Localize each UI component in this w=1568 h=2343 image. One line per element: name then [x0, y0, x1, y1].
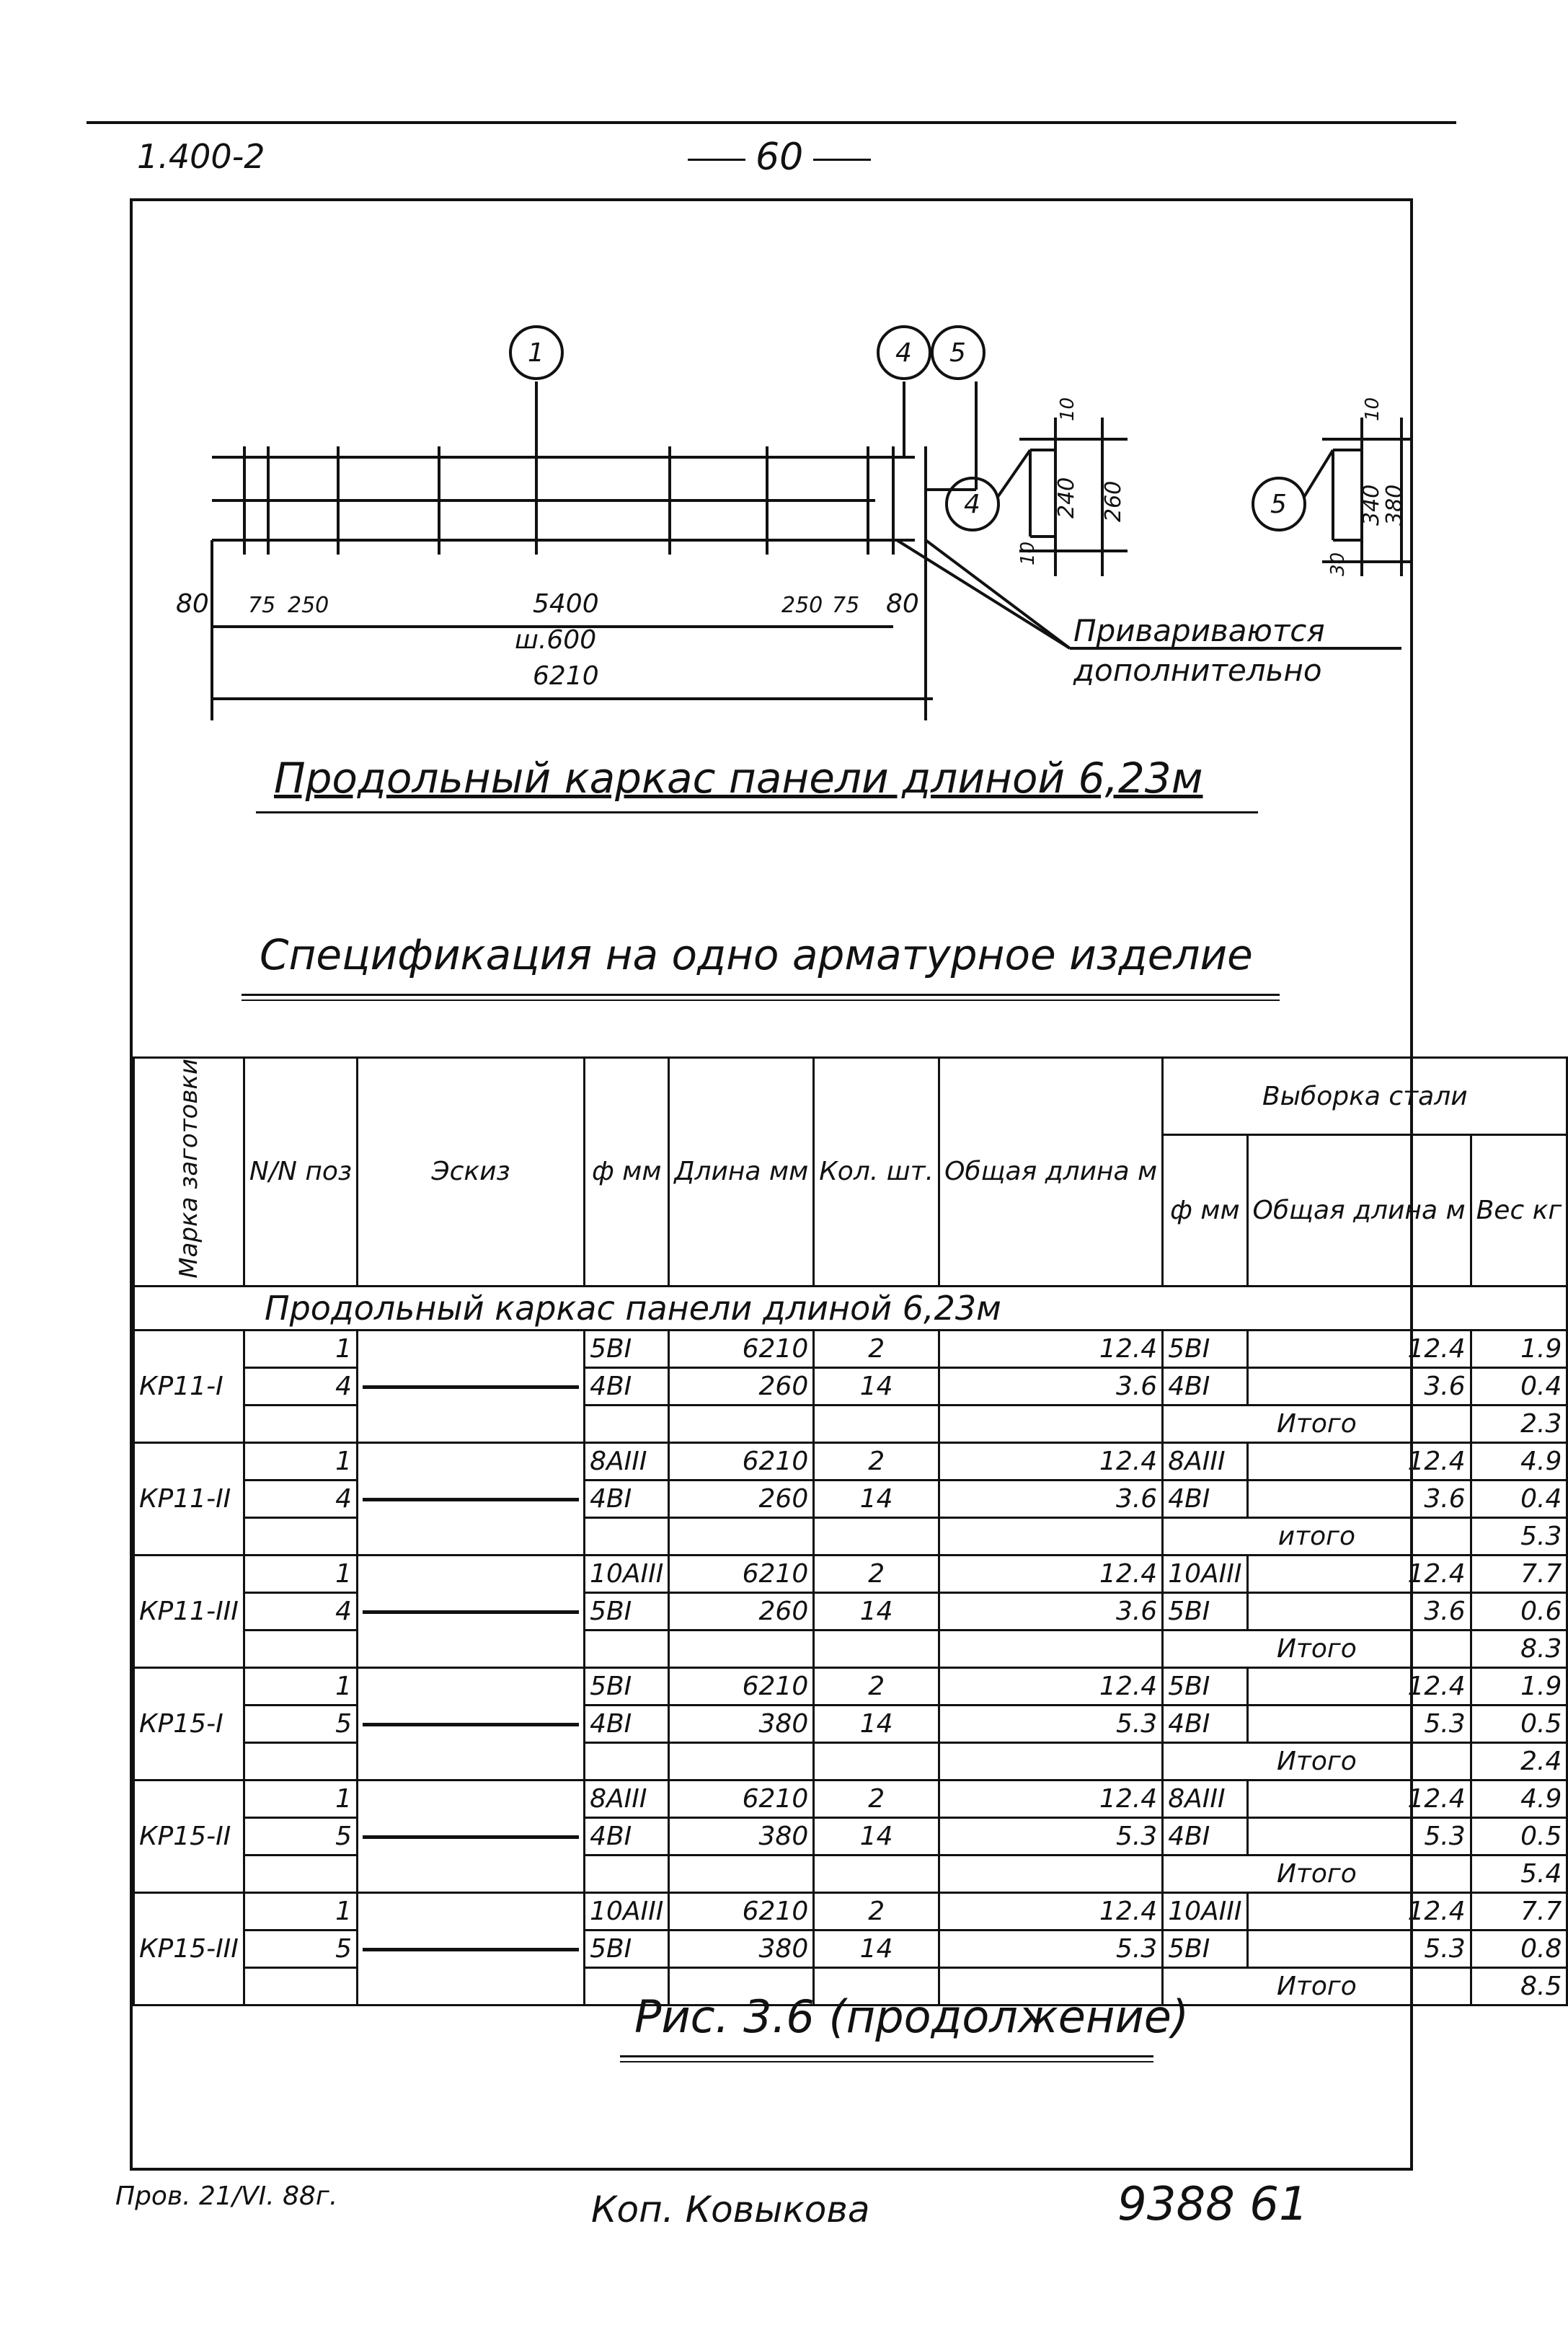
empty-cell — [939, 1517, 1163, 1555]
section4-dim-top: 10 — [1057, 397, 1078, 421]
section4-dim-240: 240 — [1054, 477, 1079, 519]
weight-cell: 0.4 — [1471, 1480, 1567, 1517]
length-cell: 380 — [669, 1817, 814, 1855]
figure-caption: Рис. 3.6 (продолжение) — [634, 1990, 1190, 2043]
qty-cell: 14 — [814, 1705, 939, 1742]
total-weight: 2.4 — [1471, 1742, 1567, 1780]
qty-cell: 2 — [814, 1892, 939, 1930]
sel-total-cell: 3.6 — [1247, 1480, 1471, 1517]
dim-250-right: 250 — [781, 593, 823, 618]
sel-total-cell: 3.6 — [1247, 1367, 1471, 1405]
table-row — [134, 1892, 1567, 1930]
section4-dim-bottom: 10 — [1017, 541, 1039, 565]
empty-cell — [669, 1855, 814, 1892]
dim-250-left: 250 — [288, 593, 329, 618]
dim-5400: 5400 — [533, 589, 599, 619]
total-label: Итого — [1163, 1742, 1471, 1780]
weight-cell: 1.9 — [1471, 1667, 1567, 1705]
col-mark: Марка заготовки — [134, 1058, 244, 1287]
check-note: Пров. 21/VI. 88г. — [115, 2181, 338, 2211]
sketch-cell — [358, 1555, 585, 1667]
spec-title-underline — [242, 994, 1280, 996]
total-row — [134, 1405, 1567, 1442]
total-row — [134, 1517, 1567, 1555]
pos-cell: 1 — [244, 1555, 357, 1592]
total-label: Итого — [1163, 1855, 1471, 1892]
sel-dia-cell: 10AIII — [1163, 1555, 1247, 1592]
table-row — [134, 1930, 1567, 1967]
col-dia: ф мм — [585, 1058, 669, 1287]
col-length: Длина мм — [669, 1058, 814, 1287]
sel-dia-cell: 4BI — [1163, 1480, 1247, 1517]
col-sel-dia: ф мм — [1163, 1135, 1247, 1287]
sel-total-cell: 12.4 — [1247, 1892, 1471, 1930]
sel-total-cell: 12.4 — [1247, 1667, 1471, 1705]
dia-cell: 5BI — [585, 1667, 669, 1705]
sel-total-cell: 5.3 — [1247, 1817, 1471, 1855]
length-cell: 6210 — [669, 1330, 814, 1367]
qty-cell: 2 — [814, 1330, 939, 1367]
length-cell: 6210 — [669, 1555, 814, 1592]
callout-4: 4 — [895, 338, 912, 368]
weight-cell: 0.4 — [1471, 1367, 1567, 1405]
sketch-cell — [358, 1892, 585, 2005]
empty-cell — [585, 1742, 669, 1780]
spec-header-row-1 — [134, 1058, 1567, 1135]
sel-dia-cell: 4BI — [1163, 1705, 1247, 1742]
total-label: Итого — [1163, 1405, 1471, 1442]
mark-cell: КР15-I — [134, 1667, 244, 1780]
qty-cell: 14 — [814, 1367, 939, 1405]
dia-cell: 8AIII — [585, 1442, 669, 1480]
empty-cell — [585, 1405, 669, 1442]
note-line-1: Привариваются — [1073, 613, 1325, 648]
section5-dim-bottom: 30 — [1327, 552, 1349, 576]
sketch-bar-line — [363, 1498, 579, 1501]
table-row — [134, 1667, 1567, 1705]
pos-cell: 1 — [244, 1667, 357, 1705]
weight-cell: 0.5 — [1471, 1817, 1567, 1855]
total-weight: 8.5 — [1471, 1967, 1567, 2005]
section4-dim-260: 260 — [1101, 480, 1126, 522]
total-length-cell: 12.4 — [939, 1667, 1163, 1705]
sketch-cell — [358, 1330, 585, 1442]
sel-dia-cell: 10AIII — [1163, 1892, 1247, 1930]
sel-dia-cell: 4BI — [1163, 1367, 1247, 1405]
sketch-bar-line — [363, 1948, 579, 1951]
empty-cell — [939, 1405, 1163, 1442]
spec-section-title: Продольный каркас панели длиной 6,23м — [134, 1286, 1567, 1330]
spec-table — [133, 1056, 1568, 2006]
table-row — [134, 1592, 1567, 1630]
total-weight: 8.3 — [1471, 1630, 1567, 1667]
pos-cell: 5 — [244, 1705, 357, 1742]
empty-cell — [585, 1855, 669, 1892]
frame-drawing — [133, 201, 1410, 1052]
weight-cell: 0.5 — [1471, 1705, 1567, 1742]
col-weight: Вес кг — [1471, 1135, 1567, 1287]
dia-cell: 10AIII — [585, 1555, 669, 1592]
figure-caption-underline-2 — [620, 2061, 1153, 2062]
weight-cell: 4.9 — [1471, 1442, 1567, 1480]
section5-dim-340: 340 — [1359, 484, 1384, 526]
total-length-cell: 12.4 — [939, 1555, 1163, 1592]
spec-body — [134, 1330, 1567, 2005]
dia-cell: 5BI — [585, 1592, 669, 1630]
length-cell: 260 — [669, 1367, 814, 1405]
figure-caption-underline — [620, 2055, 1153, 2057]
col-sel-total-length: Общая длина м — [1247, 1135, 1471, 1287]
total-length: 6210 — [533, 661, 599, 691]
mark-cell: КР15-III — [134, 1892, 244, 2005]
pitch-label: ш.600 — [515, 625, 597, 655]
total-label: Итого — [1163, 1967, 1471, 2005]
dia-cell: 8AIII — [585, 1780, 669, 1817]
spec-title: Спецификация на одно арматурное изделие — [260, 930, 1253, 979]
mark-cell: КР15-II — [134, 1780, 244, 1892]
empty-cell — [814, 1742, 939, 1780]
empty-cell — [244, 1517, 357, 1555]
length-cell: 6210 — [669, 1780, 814, 1817]
dim-75-left: 75 — [248, 593, 276, 618]
empty-cell — [814, 1855, 939, 1892]
empty-cell — [585, 1517, 669, 1555]
empty-cell — [244, 1742, 357, 1780]
top-rule — [87, 121, 1456, 124]
mark-cell: КР11-I — [134, 1330, 244, 1442]
total-length-cell: 12.4 — [939, 1780, 1163, 1817]
pos-cell: 1 — [244, 1330, 357, 1367]
spec-title-underline-2 — [242, 1000, 1280, 1001]
dia-cell: 4BI — [585, 1817, 669, 1855]
qty-cell: 2 — [814, 1780, 939, 1817]
sel-total-cell: 12.4 — [1247, 1555, 1471, 1592]
sel-dia-cell: 4BI — [1163, 1817, 1247, 1855]
drawing-title: Продольный каркас панели длиной 6,23м — [274, 754, 1203, 803]
empty-cell — [669, 1517, 814, 1555]
note-line-2: дополнительно — [1073, 653, 1322, 688]
sketch-bar-line — [363, 1610, 579, 1614]
table-row — [134, 1555, 1567, 1592]
length-cell: 380 — [669, 1705, 814, 1742]
dia-cell: 10AIII — [585, 1892, 669, 1930]
total-row — [134, 1742, 1567, 1780]
section4-id: 4 — [964, 490, 980, 519]
spec-section-row — [134, 1286, 1567, 1330]
table-row — [134, 1817, 1567, 1855]
page-number: 60 — [678, 136, 881, 179]
total-length-cell: 3.6 — [939, 1367, 1163, 1405]
sel-dia-cell: 8AIII — [1163, 1442, 1247, 1480]
empty-cell — [939, 1742, 1163, 1780]
empty-cell — [814, 1517, 939, 1555]
col-total-length: Общая длина м — [939, 1058, 1163, 1287]
empty-cell — [585, 1630, 669, 1667]
length-cell: 6210 — [669, 1892, 814, 1930]
weight-cell: 1.9 — [1471, 1330, 1567, 1367]
total-length-cell: 12.4 — [939, 1892, 1163, 1930]
total-length-cell: 5.3 — [939, 1705, 1163, 1742]
total-length-cell: 3.6 — [939, 1592, 1163, 1630]
total-length-cell: 12.4 — [939, 1330, 1163, 1367]
pos-cell: 1 — [244, 1780, 357, 1817]
pos-cell: 5 — [244, 1817, 357, 1855]
qty-cell: 2 — [814, 1555, 939, 1592]
copied-by: Коп. Ковыкова — [591, 2189, 870, 2231]
pos-cell: 4 — [244, 1480, 357, 1517]
qty-cell: 14 — [814, 1817, 939, 1855]
total-row — [134, 1630, 1567, 1667]
empty-cell — [939, 1630, 1163, 1667]
col-steel-selection: Выборка стали — [1163, 1058, 1567, 1135]
empty-cell — [939, 1855, 1163, 1892]
sel-dia-cell: 5BI — [1163, 1330, 1247, 1367]
qty-cell: 2 — [814, 1442, 939, 1480]
col-sketch: Эскиз — [358, 1058, 585, 1287]
sel-dia-cell: 8AIII — [1163, 1780, 1247, 1817]
empty-cell — [669, 1630, 814, 1667]
mark-cell: КР11-II — [134, 1442, 244, 1555]
empty-cell — [244, 1967, 357, 2005]
mark-cell: КР11-III — [134, 1555, 244, 1667]
drawing-title-underline — [256, 811, 1258, 813]
empty-cell — [244, 1855, 357, 1892]
series-number: 1.400-2 — [137, 137, 265, 176]
total-length-cell: 5.3 — [939, 1817, 1163, 1855]
table-row — [134, 1480, 1567, 1517]
dim-75-right: 75 — [832, 593, 860, 618]
weight-cell: 4.9 — [1471, 1780, 1567, 1817]
dia-cell: 5BI — [585, 1930, 669, 1967]
section5-dim-380: 380 — [1382, 484, 1407, 526]
col-pos: N/N поз — [244, 1058, 357, 1287]
weight-cell: 0.8 — [1471, 1930, 1567, 1967]
total-length-cell: 5.3 — [939, 1930, 1163, 1967]
total-weight: 5.4 — [1471, 1855, 1567, 1892]
dia-cell: 4BI — [585, 1480, 669, 1517]
sel-total-cell: 5.3 — [1247, 1930, 1471, 1967]
empty-cell — [814, 1405, 939, 1442]
total-weight: 5.3 — [1471, 1517, 1567, 1555]
sel-total-cell: 3.6 — [1247, 1592, 1471, 1630]
sel-total-cell: 12.4 — [1247, 1442, 1471, 1480]
table-row — [134, 1780, 1567, 1817]
section5-id: 5 — [1270, 490, 1287, 519]
pos-cell: 4 — [244, 1367, 357, 1405]
sel-dia-cell: 5BI — [1163, 1667, 1247, 1705]
empty-cell — [244, 1405, 357, 1442]
sel-dia-cell: 5BI — [1163, 1592, 1247, 1630]
sketch-bar-line — [363, 1385, 579, 1389]
dia-cell: 4BI — [585, 1367, 669, 1405]
sketch-bar-line — [363, 1835, 579, 1839]
weight-cell: 7.7 — [1471, 1892, 1567, 1930]
weight-cell: 7.7 — [1471, 1555, 1567, 1592]
pos-cell: 1 — [244, 1892, 357, 1930]
col-qty: Кол. шт. — [814, 1058, 939, 1287]
sketch-cell — [358, 1780, 585, 1892]
sel-total-cell: 12.4 — [1247, 1330, 1471, 1367]
total-label: итого — [1163, 1517, 1471, 1555]
qty-cell: 14 — [814, 1592, 939, 1630]
table-row — [134, 1330, 1567, 1367]
total-row — [134, 1855, 1567, 1892]
length-cell: 260 — [669, 1592, 814, 1630]
total-label: Итого — [1163, 1630, 1471, 1667]
qty-cell: 14 — [814, 1930, 939, 1967]
dia-cell: 5BI — [585, 1330, 669, 1367]
table-row — [134, 1705, 1567, 1742]
dia-cell: 4BI — [585, 1705, 669, 1742]
dim-80-left: 80 — [176, 589, 209, 619]
callout-1: 1 — [528, 338, 544, 368]
pos-cell: 5 — [244, 1930, 357, 1967]
table-row — [134, 1442, 1567, 1480]
table-row — [134, 1367, 1567, 1405]
length-cell: 380 — [669, 1930, 814, 1967]
length-cell: 6210 — [669, 1442, 814, 1480]
qty-cell: 14 — [814, 1480, 939, 1517]
sketch-cell — [358, 1442, 585, 1555]
length-cell: 6210 — [669, 1667, 814, 1705]
sketch-bar-line — [363, 1723, 579, 1726]
sel-total-cell: 5.3 — [1247, 1705, 1471, 1742]
length-cell: 260 — [669, 1480, 814, 1517]
total-length-cell: 12.4 — [939, 1442, 1163, 1480]
total-weight: 2.3 — [1471, 1405, 1567, 1442]
empty-cell — [244, 1630, 357, 1667]
dim-80-right: 80 — [886, 589, 919, 619]
empty-cell — [669, 1405, 814, 1442]
weight-cell: 0.6 — [1471, 1592, 1567, 1630]
pos-cell: 4 — [244, 1592, 357, 1630]
empty-cell — [669, 1742, 814, 1780]
qty-cell: 2 — [814, 1667, 939, 1705]
sketch-cell — [358, 1667, 585, 1780]
sel-dia-cell: 5BI — [1163, 1930, 1247, 1967]
total-length-cell: 3.6 — [939, 1480, 1163, 1517]
pos-cell: 1 — [244, 1442, 357, 1480]
inventory-number: 9388 61 — [1117, 2178, 1308, 2231]
empty-cell — [814, 1630, 939, 1667]
section5-dim-top: 10 — [1362, 397, 1383, 421]
sel-total-cell: 12.4 — [1247, 1780, 1471, 1817]
callout-5: 5 — [949, 338, 966, 368]
